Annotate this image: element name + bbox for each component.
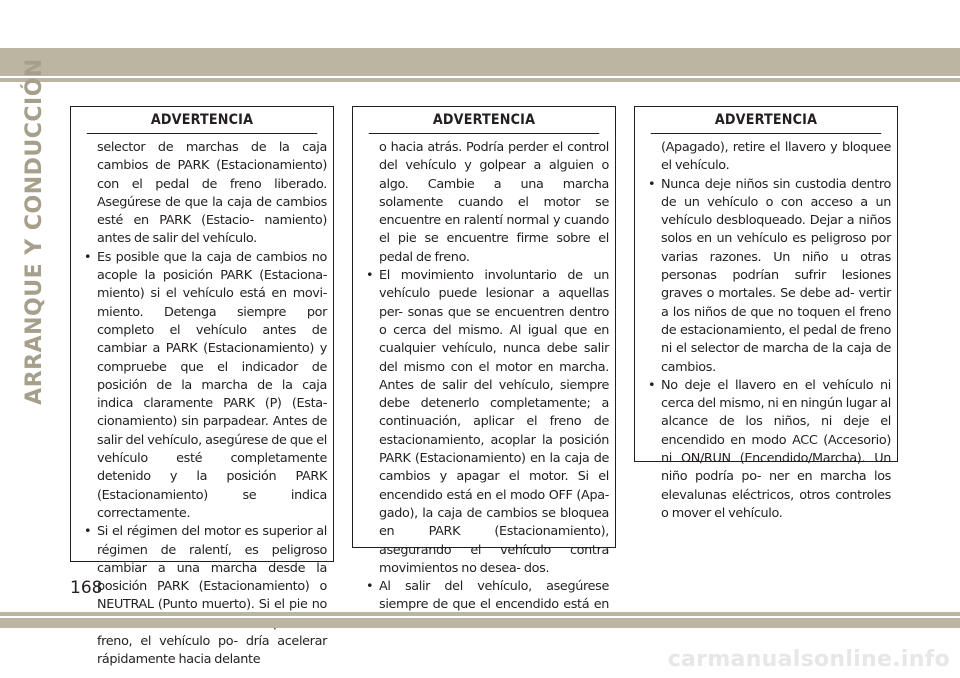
page-number: 168 [70,578,103,598]
footer-stripe [0,616,960,618]
warning-body [635,134,897,529]
warning-bullet: • El movimiento involuntario de un vehículo puede lesionar a aquellas per- sonas que se encuentren dentro o cerca del mismo. Al igual que en cualquier vehículo, nunca debe salir del mismo con el motor en marcha. Antes de salir del vehículo, siempre debe detenerlo completamente; a continuación, aplicar el freno de estacionamiento, acoplar la posición PARK (Estacionamiento) en la caja de cambios y apagar el motor. Si el encendido está en el modo OFF (Apa- gado), la caja de cambios se bloquea en PARK (Estacionamiento), asegurando el vehículo contra movimientos no desea- dos. [363,267,609,578]
warning-title: ADVERTENCIA [369,107,600,134]
warning-paragraph: selector de marchas de la caja cambios de PARK (Estacionamiento) con el pedal de freno liberado. Asegúrese de que la caja de cambios esté en PARK (Estacio- namiento) antes de salir del vehículo. [97,140,327,247]
section-tab [14,57,54,405]
warning-paragraph: (Apagado), retire el llavero y bloquee el vehículo. [661,140,891,174]
watermark: carmanualsonline.info [667,647,950,672]
warning-body [71,134,333,676]
footer-band [0,612,960,628]
header-band [0,48,960,82]
warning-body [353,134,615,639]
warning-bullet: • Es posible que la caja de cambios no acople la posición PARK (Estaciona- miento) si el vehículo está en movi- miento. Detenga siempre por completo el vehículo antes de cambiar a PARK (Estacionamiento) y compruebe que el indicador de posición de la marcha de la caja indica claramente PARK (P) (Esta- cionamiento) sin parpadear. Antes de salir del vehículo, asegúrese de que el vehículo esté completamente detenido y la posición PARK (Estacionamiento) se indica correctamente. [81,249,327,523]
warning-title: ADVERTENCIA [87,107,318,134]
warning-title: ADVERTENCIA [651,107,882,134]
warning-bullet: • No deje el llavero en el vehículo ni cerca del mismo, ni en ningún lugar al alcance de los niños, ni deje el encendido en modo ACC (Accesorio) ni ON/RUN (Encendido/Marcha). Un niño podría po- ner en marcha los elevalunas eléctricos, otros controles o mover el vehículo. [645,377,891,523]
header-stripe [0,76,960,78]
warning-bullet: • Nunca deje niños sin custodia dentro de un vehículo o con acceso a un vehículo desbloqueado. Dejar a niños solos en un vehículo es peligroso por varias razones. Un niño u otras personas podrían sufrir lesiones graves o mortales. Se debe ad- vertir a los niños de que no toquen el freno de estacionamiento, el pedal de freno ni el selector de marcha de la caja de cambios. [645,176,891,377]
warning-paragraph: o hacia atrás. Podría perder el control del vehículo y golpear a alguien o algo. Cambie a una marcha solamente cuando el motor se encuentre en ralentí normal y cuando el pie se encuentre firme sobre el pedal de freno. [379,140,609,265]
warning-bullet: • Al salir del vehículo, asegúrese siempre de que el encendido está en [363,578,609,633]
section-title: ARRANQUE Y CONDUCCIÓN [21,57,47,405]
warning-box-2 [352,106,616,613]
warning-box-3 [634,106,898,521]
warning-bullet: • Si el régimen del motor es superior al régimen de ralentí, es peligroso cambiar a una marcha desde la posición PARK (Estacionamiento) o NEUTRAL (Punto muerto). Si el pie no freno, el vehículo po- dría acelerar rápidamente hacia delante [81,523,327,669]
